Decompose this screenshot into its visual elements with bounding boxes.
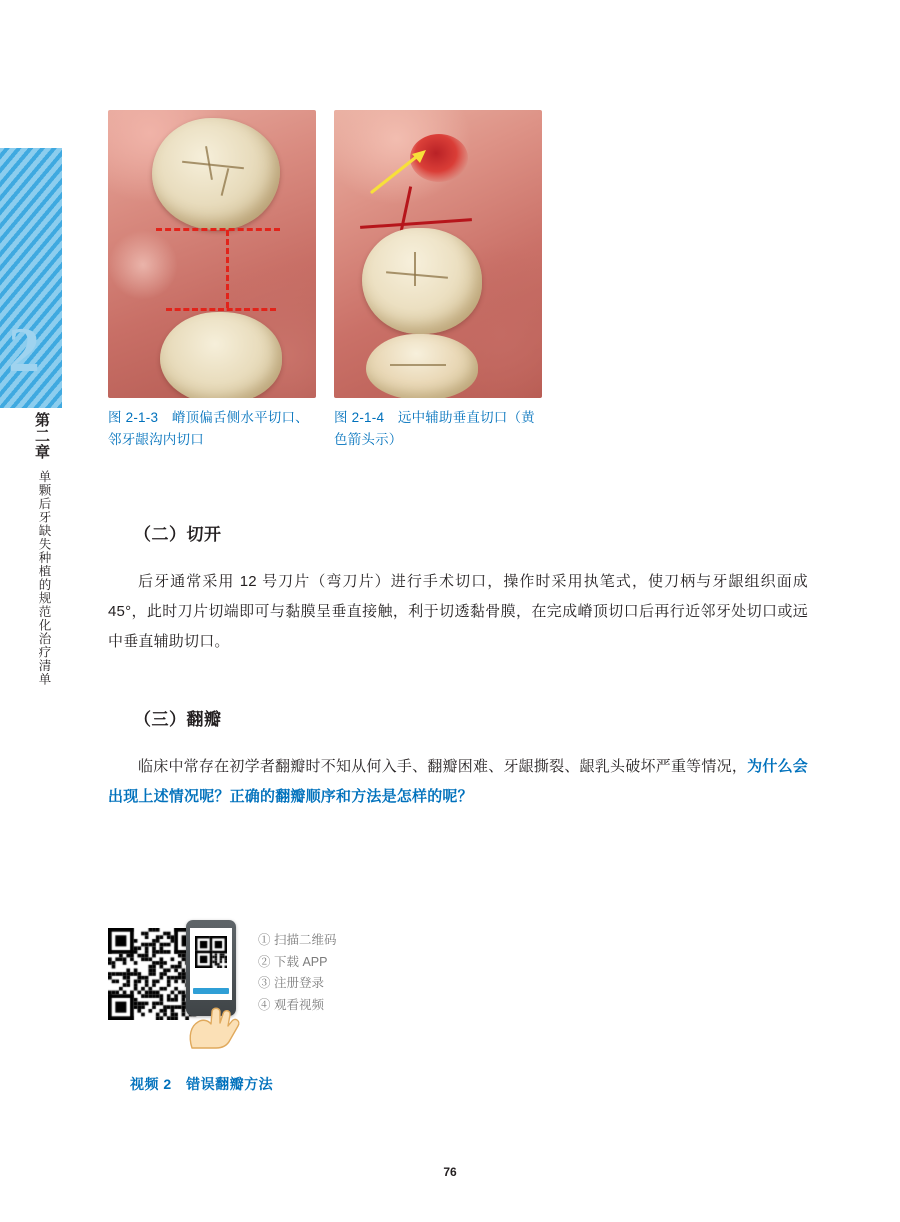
video-step: ③ 注册登录 <box>258 976 324 990</box>
phone-scan-bar <box>193 988 229 994</box>
video-step: ② 下载 APP <box>258 954 328 969</box>
section-paragraph-incision: 后牙通常采用 12 号刀片（弯刀片）进行手术切口，操作时采用执笔式，使刀柄与牙龈组织面成 45°，此时刀片切端即可与黏膜呈垂直接触，利于切透黏骨膜，在完成嵴顶切口后再行近邻牙处切口或远中垂直辅助切口。 <box>108 573 808 650</box>
figure-caption: 图 2-1-4 远中辅助垂直切口（黄色箭头示） <box>334 410 535 448</box>
article-body <box>108 520 808 812</box>
chapter-number: 2 <box>8 314 38 385</box>
section-heading-incision: （二）切开 <box>134 525 222 544</box>
page-number: 76 <box>443 1165 457 1179</box>
figure-2-1-3 <box>108 110 316 452</box>
video-access-block <box>108 920 528 1094</box>
clinical-photo-horizontal-incision <box>108 110 316 398</box>
phone-illustration <box>174 920 252 1050</box>
chapter-subtitle: 单颗后牙缺失种植的规范化治疗清单 <box>37 470 51 686</box>
figure-caption: 图 2-1-3 嵴顶偏舌侧水平切口、邻牙龈沟内切口 <box>108 410 309 448</box>
figure-2-1-4 <box>334 110 542 452</box>
flap-paragraph-question: 为什么会出现上述情况呢？正确的翻瓣顺序和方法是怎样的呢？ <box>108 758 808 805</box>
molar-crown-lower <box>160 312 282 398</box>
phone-screen <box>190 928 232 1000</box>
clinical-photo-vertical-incision <box>334 110 542 398</box>
video-step: ① 扫描二维码 <box>258 933 337 947</box>
section-paragraph-flap <box>108 752 808 812</box>
premolar-crown <box>366 334 478 398</box>
molar-crown-mid <box>362 228 482 334</box>
section-heading-flap: （三）翻瓣 <box>134 710 222 729</box>
chapter-title: 第二章 <box>33 412 50 460</box>
video-caption: 视频 2 错误翻瓣方法 <box>130 1076 274 1092</box>
molar-crown-upper <box>152 118 280 230</box>
video-step: ④ 观看视频 <box>258 997 324 1012</box>
flap-paragraph-plain: 临床中常存在初学者翻瓣时不知从何入手、翻瓣困难、牙龈撕裂、龈乳头破坏严重等情况， <box>138 758 748 775</box>
yellow-arrow-icon <box>368 148 430 196</box>
incision-dashed-vertical <box>226 230 229 308</box>
hand-icon <box>182 998 244 1050</box>
figure-group <box>108 110 542 452</box>
incision-dashed-top <box>156 228 280 231</box>
video-steps-list <box>258 930 336 1016</box>
incision-dashed-bottom <box>166 308 276 311</box>
gingiva-highlight <box>108 230 178 300</box>
